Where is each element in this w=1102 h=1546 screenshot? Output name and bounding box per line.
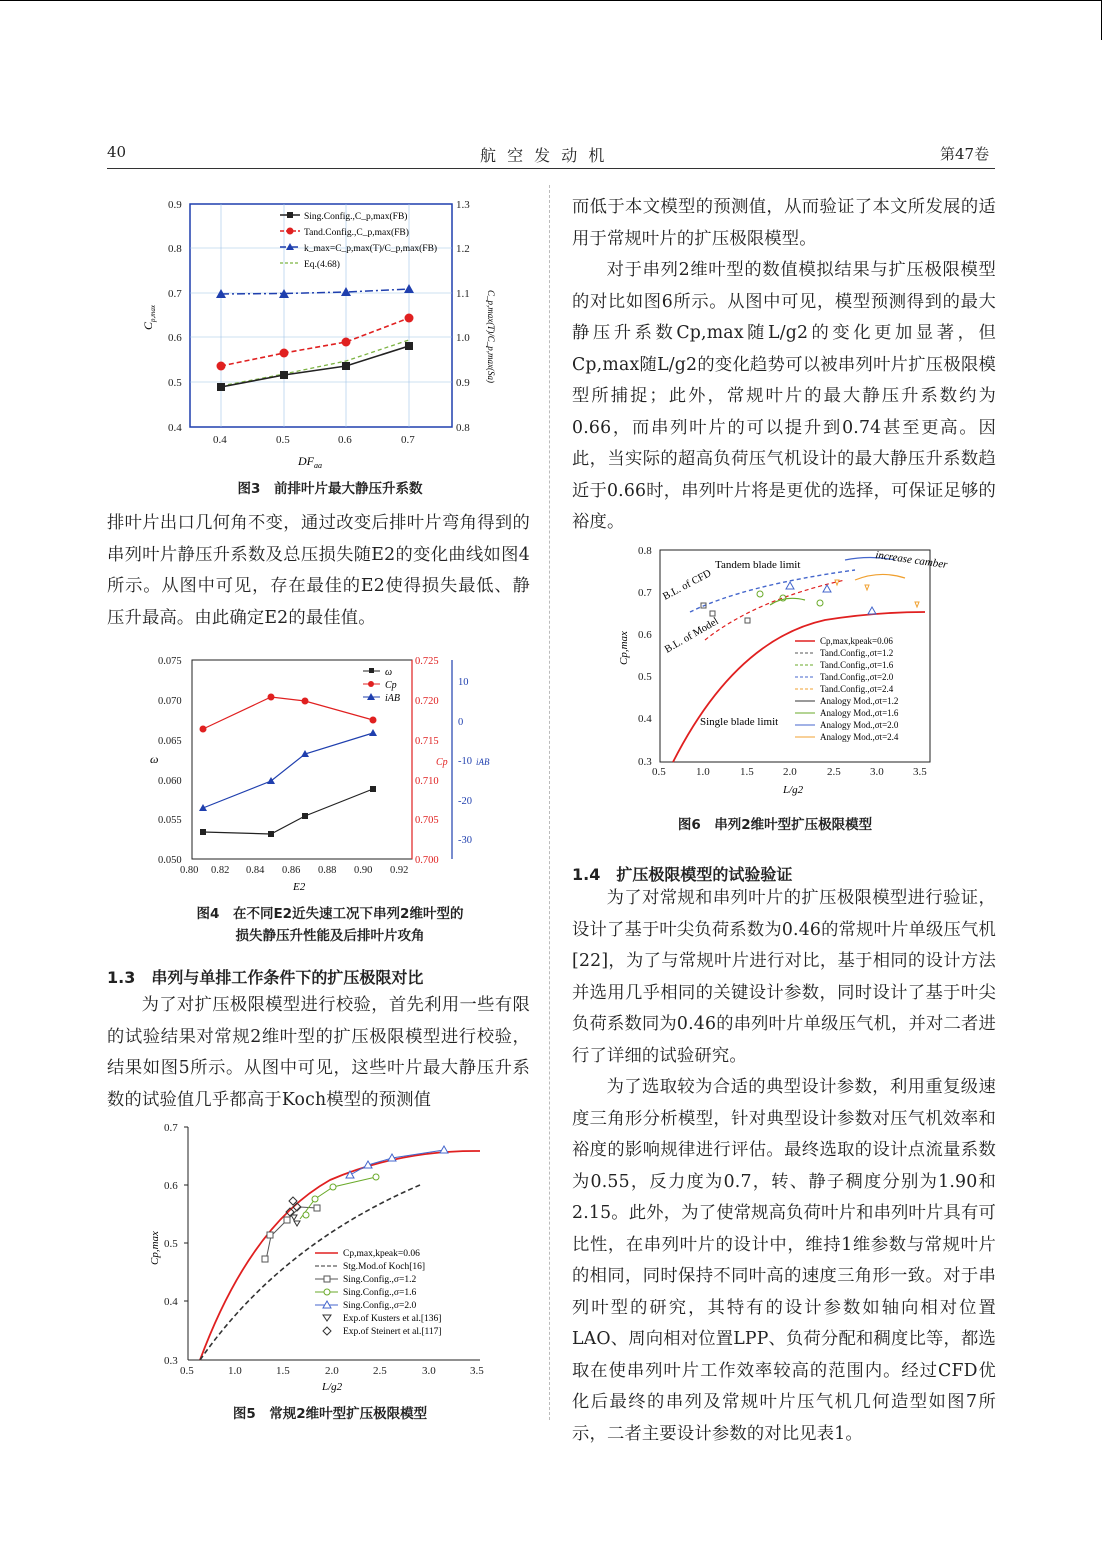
fig6-xlabel: L/g2 [783, 784, 804, 796]
svg-text:0.055: 0.055 [158, 815, 182, 826]
svg-text:iAB: iAB [385, 693, 400, 704]
fig4-ylabel-omega: ω [150, 752, 159, 766]
fig3-xtick: 0.5 [276, 434, 290, 446]
svg-text:-10: -10 [458, 756, 472, 767]
fig3-legend [280, 211, 437, 270]
fig3-tand-line [221, 318, 409, 366]
svg-text:0.4: 0.4 [638, 713, 652, 725]
svg-text:3.5: 3.5 [913, 766, 927, 778]
svg-text:Exp.of Steinert et al.[117]: Exp.of Steinert et al.[117] [343, 1327, 442, 1337]
svg-text:0.6: 0.6 [638, 629, 652, 641]
svg-text:0.6: 0.6 [164, 1180, 178, 1192]
svg-text:3.5: 3.5 [470, 1365, 484, 1377]
svg-text:Sing.Config.,σ=2.0: Sing.Config.,σ=2.0 [343, 1301, 417, 1311]
fig3-ytick-right: 1.1 [456, 288, 470, 300]
fig3-xtick: 0.7 [401, 434, 415, 446]
svg-text:2.0: 2.0 [783, 766, 797, 778]
fig3-ytick: 0.6 [168, 332, 182, 344]
right-paragraph-0: 而低于本文模型的预测值，从而验证了本文所发展的适用于常规叶片的扩压极限模型。 对于串列2维叶型的数值模拟结果与扩压极限模型的对比如图6所示。从图中可见，模型预测得到的最大静压升系数Cp,max随L/g2的变化更加显著，但Cp,max随L/g2的变化趋势可以被串列叶片扩压极限模型所捕捉；此外，常规叶片的最大静压升系数约为0.66，而串列叶片的可以提升到0.74甚至更高。因此，当实际的超高负荷压气机设计的最大静压升系数趋近于0.66时，串列叶片将是更优的选择，可保证足够的裕度。 [572, 197, 996, 532]
fig3-ytick: 0.9 [168, 199, 182, 211]
volume: 第47卷 [940, 145, 990, 163]
fig5-legend [315, 1249, 442, 1337]
fig3-ytick-right: 1.2 [456, 243, 470, 255]
fig3-xtick: 0.4 [213, 434, 227, 446]
svg-text:0.84: 0.84 [246, 865, 265, 876]
svg-text:0.5: 0.5 [638, 671, 652, 683]
svg-text:2.5: 2.5 [373, 1365, 387, 1377]
fig4-ylabel-iab: iAB [476, 757, 490, 767]
top-border [0, 0, 1102, 1]
column-divider [549, 185, 550, 1420]
fig6-tandem-label: Tandem blade limit [715, 559, 801, 571]
fig3-caption: 图3 前排叶片最大静压升系数 [237, 481, 423, 497]
svg-text:0.060: 0.060 [158, 776, 182, 787]
svg-text:Tand.Config.,C_p,max(FB): Tand.Config.,C_p,max(FB) [304, 228, 409, 238]
section-1-3-heading: 1.3 串列与单排工作条件下的扩压极限对比 [107, 968, 424, 987]
svg-text:Sing.Config.,σ=1.6: Sing.Config.,σ=1.6 [343, 1288, 417, 1298]
svg-text:1.5: 1.5 [740, 766, 754, 778]
svg-text:-20: -20 [458, 796, 472, 807]
svg-text:0.700: 0.700 [415, 855, 439, 866]
fig4-ylabel-cp: Cp [436, 757, 448, 768]
figure-3 [130, 190, 530, 480]
svg-text:Tand.Config.,σt=2.0: Tand.Config.,σt=2.0 [820, 672, 894, 682]
svg-text:3.0: 3.0 [870, 766, 884, 778]
svg-text:0.5: 0.5 [180, 1365, 194, 1377]
fig5-caption: 图5 常规2维叶型扩压极限模型 [232, 1406, 428, 1422]
fig3-xlabel: $DF_{aa}$ [298, 454, 322, 470]
svg-text:Tand.Config.,σt=1.2: Tand.Config.,σt=1.2 [820, 648, 894, 658]
svg-text:0.4: 0.4 [164, 1296, 178, 1308]
svg-text:1.5: 1.5 [276, 1365, 290, 1377]
svg-text:0: 0 [458, 717, 464, 728]
svg-text:1.0: 1.0 [228, 1365, 242, 1377]
svg-text:0.065: 0.065 [158, 736, 182, 747]
svg-text:0.86: 0.86 [282, 865, 301, 876]
svg-text:0.075: 0.075 [158, 656, 182, 667]
journal-title: 航 空 发 动 机 [480, 146, 608, 165]
svg-text:0.92: 0.92 [390, 865, 409, 876]
fig3-ytick: 0.5 [168, 377, 182, 389]
svg-text:10: 10 [458, 677, 469, 688]
fig5-ylabel: Cp,max [149, 1231, 161, 1265]
svg-text:Cp: Cp [385, 680, 397, 691]
svg-text:0.720: 0.720 [415, 696, 439, 707]
svg-text:0.3: 0.3 [164, 1355, 178, 1367]
svg-text:0.88: 0.88 [318, 865, 337, 876]
fig4-iab-line [203, 733, 373, 808]
fig3-ytick: 0.8 [168, 243, 182, 255]
fig3-ytick-right: 0.8 [456, 422, 470, 434]
svg-text:Analogy Mod.,σt=1.2: Analogy Mod.,σt=1.2 [820, 696, 899, 706]
svg-text:0.705: 0.705 [415, 815, 439, 826]
svg-text:Stg.Mod.of Koch[16]: Stg.Mod.of Koch[16] [343, 1262, 426, 1272]
figure-5 [140, 1115, 520, 1400]
svg-text:ω: ω [385, 667, 393, 678]
right-paragraph-2: 为了对常规和串列叶片的扩压极限模型进行验证，设计了基于叶尖负荷系数为0.46的常规叶片单级压气机[22]，为了与常规叶片进行对比，基于相同的设计方法并选用几乎相同的关键设计参数，同时设计了基于叶尖负荷系数同为0.46的串列叶片单级压气机，并对二者进行了详细的试验研究。 为了选取较为合适的典型设计参数，利用重复级速度三角形分析模型，针对典型设计参数对压气机效率和裕度的影响规律进行评估。最终选取的设计点流量系数为0.55，反力度为0.7，转、静子稠度分别为1.90和2.15。此外，为了使常规高负荷叶片和串列叶片具有可比性，在串列叶片的设计中，维持1维参数与常规叶片的相同，同时保持不同叶高的速度三角形一致。对于串列叶型的研究，其特有的设计参数如轴向相对位置LAO、周向相对位置LPP、负荷分配和稠度比等，都选取在使串列叶片工作效率较高的范围内。经过CFD优化后最终的串列及常规叶片压气机几何造型如图7所示，二者主要设计参数的对比见表1。 [572, 888, 996, 1444]
fig4-omega-line [203, 789, 373, 834]
left-paragraph-2: 为了对扩压极限模型进行校验，首先利用一些有限的试验结果对常规2维叶型的扩压极限模型进行校验，结果如图5所示。从图中可见，这些叶片最大静压升系数的试验值几乎都高于Koch模型的预测值 [107, 995, 530, 1110]
svg-text:0.050: 0.050 [158, 855, 182, 866]
page-number: 40 [107, 143, 127, 161]
fig4-cp-line [203, 697, 373, 729]
svg-text:0.710: 0.710 [415, 776, 439, 787]
svg-text:2.5: 2.5 [827, 766, 841, 778]
svg-text:0.070: 0.070 [158, 696, 182, 707]
section-1-4-heading: 1.4 扩压极限模型的试验验证 [572, 865, 793, 884]
svg-text:Cp,max,kpeak=0.06: Cp,max,kpeak=0.06 [820, 636, 893, 646]
fig6-ylabel: Cp,max [618, 631, 630, 665]
svg-text:Eq.(4.68): Eq.(4.68) [304, 260, 340, 270]
svg-text:0.7: 0.7 [164, 1122, 178, 1134]
svg-text:0.3: 0.3 [638, 756, 652, 768]
fig6-blmodel-label: B.L. of Model [663, 616, 721, 656]
fig5-xlabel: L/g2 [322, 1381, 343, 1393]
svg-text:0.80: 0.80 [180, 865, 199, 876]
svg-text:Analogy Mod.,σt=1.6: Analogy Mod.,σt=1.6 [820, 708, 899, 718]
svg-text:0.7: 0.7 [638, 587, 652, 599]
svg-text:3.0: 3.0 [422, 1365, 436, 1377]
svg-text:0.82: 0.82 [211, 865, 230, 876]
svg-text:0.725: 0.725 [415, 656, 439, 667]
svg-text:0.8: 0.8 [638, 545, 652, 557]
fig3-ylabel: $C_{p,max}$ [141, 305, 157, 330]
fig6-legend [795, 636, 899, 742]
fig4-caption: 图4 在不同E2近失速工况下串列2维叶型的 损失静压升性能及后排叶片攻角 [196, 906, 464, 944]
fig3-ytick: 0.4 [168, 422, 182, 434]
svg-text:0.5: 0.5 [652, 766, 666, 778]
svg-text:0.5: 0.5 [164, 1238, 178, 1250]
figure-4 [130, 650, 530, 898]
fig6-single-label: Single blade limit [700, 716, 779, 728]
fig6-caption: 图6 串列2维叶型扩压极限模型 [677, 817, 873, 833]
svg-text:Analogy Mod.,σt=2.4: Analogy Mod.,σt=2.4 [820, 732, 899, 742]
fig4-xlabel: E2 [293, 881, 306, 893]
svg-text:Analogy Mod.,σt=2.0: Analogy Mod.,σt=2.0 [820, 720, 899, 730]
left-paragraph-1: 排叶片出口几何角不变，通过改变后排叶片弯角得到的串列叶片静压升系数及总压损失随E2的变化曲线如图4所示。从图中可见，存在最佳的E2使得损失最低、静压升最高。由此确定E2的最佳值。 [107, 513, 530, 628]
svg-text:Exp.of Kusters et al.[136]: Exp.of Kusters et al.[136] [343, 1314, 442, 1324]
fig6-blcfd-label: B.L. of CFD [661, 568, 714, 603]
svg-text:0.90: 0.90 [354, 865, 373, 876]
svg-text:1.0: 1.0 [696, 766, 710, 778]
fig4-legend [363, 667, 400, 704]
fig3-eq-line [221, 340, 409, 386]
svg-text:Tand.Config.,σt=2.4: Tand.Config.,σt=2.4 [820, 684, 894, 694]
fig3-ytick-right: 1.0 [456, 332, 470, 344]
figure-6 [605, 540, 955, 800]
svg-text:k_max=C_p,max(T)/C_p,max(FB): k_max=C_p,max(T)/C_p,max(FB) [304, 244, 438, 254]
fig3-ytick-right: 1.3 [456, 199, 470, 211]
svg-text:Tand.Config.,σt=1.6: Tand.Config.,σt=1.6 [820, 660, 894, 670]
fig3-ytick: 0.7 [168, 288, 182, 300]
fig3-sing-line [221, 346, 409, 387]
svg-text:0.715: 0.715 [415, 736, 439, 747]
svg-text:Sing.Config.,C_p,max(FB): Sing.Config.,C_p,max(FB) [304, 212, 408, 222]
fig3-xtick: 0.6 [338, 434, 352, 446]
svg-text:2.0: 2.0 [325, 1365, 339, 1377]
svg-text:Cp,max,kpeak=0.06: Cp,max,kpeak=0.06 [343, 1249, 420, 1259]
header-rule [107, 168, 995, 169]
fig6-camber-label: increase camber [874, 549, 949, 572]
fig3-ytick-right: 0.9 [456, 377, 470, 389]
svg-text:Sing.Config.,σ=1.2: Sing.Config.,σ=1.2 [343, 1275, 417, 1285]
svg-text:-30: -30 [458, 835, 472, 846]
fig3-ylabel-right: C_p,max(T)/C_p,max(Sa) [486, 290, 496, 383]
